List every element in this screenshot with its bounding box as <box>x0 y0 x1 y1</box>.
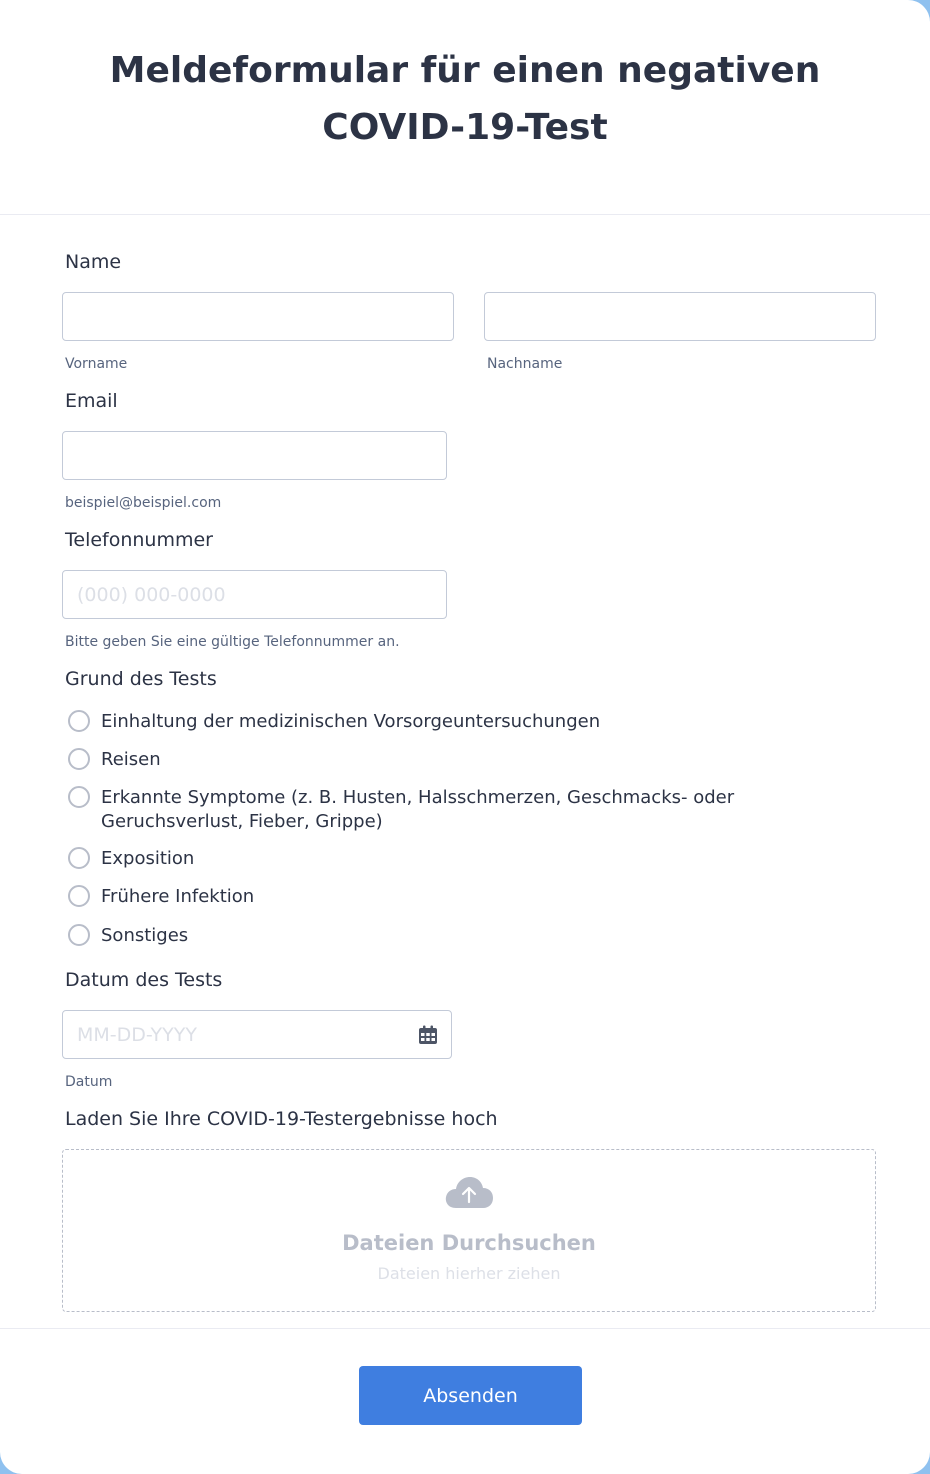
browse-files-text[interactable]: Dateien Durchsuchen <box>342 1231 596 1255</box>
reason-option-label: Einhaltung der medizinischen Vorsorgeuntersuchungen <box>101 711 601 732</box>
date-sublabel: Datum <box>65 1074 113 1090</box>
phone-label: Telefonnummer <box>65 529 213 551</box>
last-name-sublabel: Nachname <box>487 356 563 372</box>
reason-label: Grund des Tests <box>65 668 217 690</box>
reason-option-label: Reisen <box>101 749 161 770</box>
radio-button[interactable] <box>68 710 90 732</box>
reason-option-label: Exposition <box>101 848 195 869</box>
reason-option-label: Frühere Infektion <box>101 886 255 907</box>
reason-option-label: Sonstiges <box>101 925 189 946</box>
radio-button[interactable] <box>68 786 90 808</box>
calendar-icon[interactable] <box>417 1024 439 1046</box>
first-name-sublabel: Vorname <box>65 356 128 372</box>
radio-button[interactable] <box>68 847 90 869</box>
form-title: Meldeformular für einen negativen COVID-19-Test <box>109 50 821 148</box>
reason-option[interactable] <box>68 924 868 948</box>
date-label: Datum des Tests <box>65 969 223 991</box>
reason-option[interactable] <box>68 710 868 734</box>
first-name-input[interactable] <box>62 292 454 341</box>
radio-button[interactable] <box>68 885 90 907</box>
phone-input[interactable] <box>62 570 447 619</box>
submit-button[interactable]: Absenden <box>359 1366 582 1425</box>
date-input[interactable] <box>62 1010 452 1059</box>
reason-option[interactable] <box>68 847 868 871</box>
cloud-upload-icon <box>444 1176 494 1210</box>
name-label: Name <box>65 251 122 273</box>
upload-label: Laden Sie Ihre COVID-19-Testergebnisse hoch <box>65 1108 498 1130</box>
file-upload-dropzone[interactable] <box>62 1149 876 1312</box>
last-name-input[interactable] <box>484 292 876 341</box>
reason-option[interactable] <box>68 786 868 834</box>
radio-button[interactable] <box>68 748 90 770</box>
email-label: Email <box>65 390 118 412</box>
reason-option[interactable] <box>68 885 868 909</box>
radio-button[interactable] <box>68 924 90 946</box>
email-sublabel: beispiel@beispiel.com <box>65 495 222 511</box>
drag-files-text: Dateien hierher ziehen <box>377 1264 561 1283</box>
form-header <box>0 0 930 215</box>
reason-option-label: Erkannte Symptome (z. B. Husten, Halsschmerzen, Geschmacks- oder Geruchsverlust, Fieber, Grippe) <box>101 787 735 832</box>
footer-divider <box>0 1328 930 1329</box>
reason-option[interactable] <box>68 748 868 772</box>
phone-sublabel: Bitte geben Sie eine gültige Telefonnummer an. <box>65 634 400 650</box>
email-field[interactable] <box>62 431 447 480</box>
